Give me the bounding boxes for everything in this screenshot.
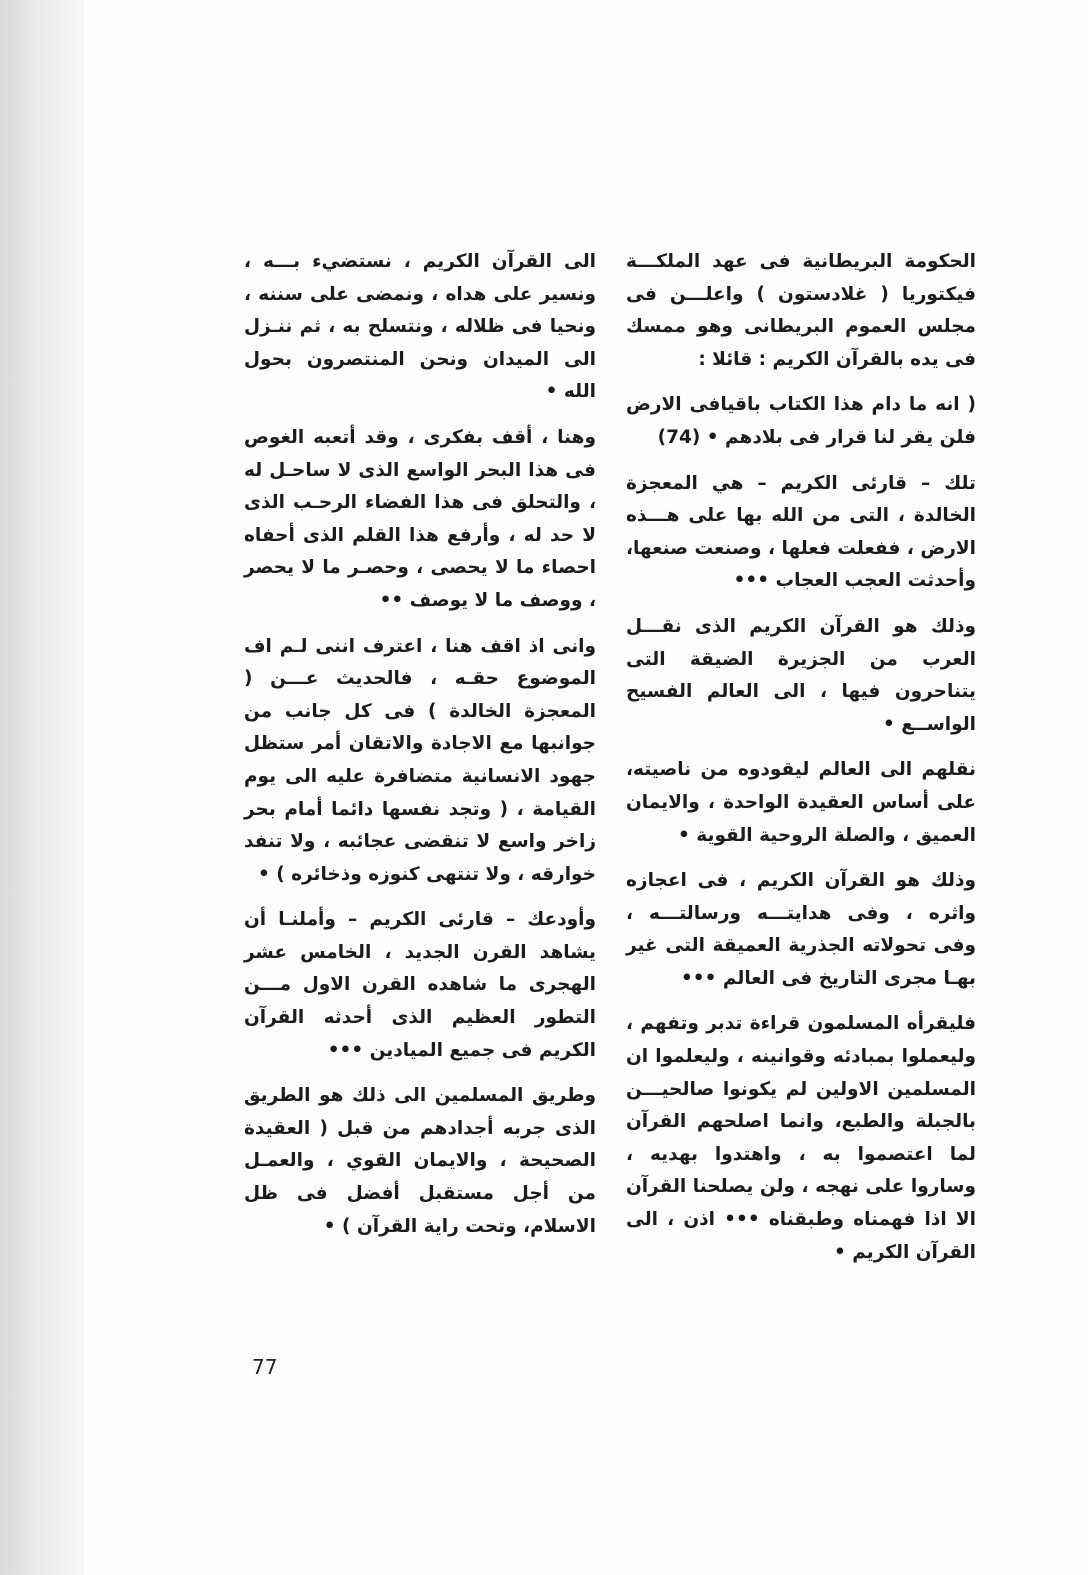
book-page <box>84 0 1088 1575</box>
paragraph: وانى اذ اقف هنا ، اعترف اننى لـم اف الموضوع حقـه ، فالحديث عـــن ( المعجزة الخالدة ) فى كل جانب من جوانبها مع الاجادة والاتقان أمر ستظل جهود الانسانية متضافرة عليه الى يوم القيامة ، ( وتجد نفسها دائما أمام بحر زاخر واسع لا تنقضى عجائبه ، ولا تنفد خوارقه ، ولا تنتهى كنوزه وذخائره ) • <box>244 635 596 885</box>
paragraph: وذلك هو القرآن الكريم ، فى اعجازه واثره ، وفى هدايتـــه ورسالتـــه ، وفى تحولاته الجذرية العميقة التى غير بهـا مجرى التاريخ فى العالم ••• <box>626 870 976 989</box>
paragraph: وذلك هو القرآن الكريم الذى نقـــل العرب من الجزيرة الضيقة التى يتناحرون فيها ، الى العالم الفسيح الواســع • <box>626 615 976 735</box>
paragraph: فليقرأه المسلمون قراءة تدبر وتفهم ، وليعملوا بمبادئه وقوانينه ، وليعلموا ان المسلمين الاولين لم يكونوا صالحيـــن بالجبلة والطبع، وانما اصلحهم القرآن لما اعتصموا به ، واهتدوا بهديه ، وساروا على نهجه ، ولن يصلحنا القرآن الا اذا فهمناه وطبقناه ••• اذن ، الى القرآن الكريم • <box>626 1013 976 1263</box>
page-number: 77 <box>252 1355 278 1379</box>
paragraph: تلك – قارئى الكريم – هي المعجزة الخالدة ، التى من الله بها على هـــذه الارض ، ففعلت فعلها ، وصنعت صنعها، وأحدثت العجب العجاب ••• <box>626 472 976 592</box>
right-text-column <box>626 246 976 1282</box>
left-text-column <box>244 246 596 1256</box>
paragraph: وطريق المسلمين الى ذلك هو الطريق الذى جربه أجدادهم من قبل ( العقيدة الصحيحة ، والايمان القوي ، والعمـل من أجل مستقبل أفضل فى ظل الاسلام، وتحت راية القرآن ) • <box>244 1085 596 1237</box>
paragraph-quote: ( انه ما دام هذا الكتاب باقيافى الارض فلن يقر لنا قرار فى بلادهم • (74) <box>626 394 976 448</box>
paragraph: وأودعك – قارئى الكريم – وأملنـا أن يشاهد القرن الجديد ، الخامس عشر الهجرى ما شاهده القرن الاول مـــن التطور العظيم الذى أحدثه القرآن الكريم فى جميع الميادين ••• <box>244 909 596 1061</box>
paragraph: الحكومة البريطانية فى عهد الملكـــة فيكتوريا ( غلادستون ) واعلـــن فى مجلس العموم البريطانى وهو ممسك فى يده بالقرآن الكريم : قائلا : <box>626 251 976 370</box>
paragraph: نقلهم الى العالم ليقودوه من ناصيته، على أساس العقيدة الواحدة ، والايمان العميق ، والصلة الروحية القوية • <box>626 759 976 846</box>
paragraph: الى القرآن الكريم ، نستضيء بـــه ، ونسير على هداه ، ونمضى على سننه ، ونحيا فى ظلاله ، ونتسلح به ، ثم ننـزل الى الميدان ونحن المنتصرون بحول الله • <box>244 251 596 403</box>
paragraph: وهنا ، أقف بفكرى ، وقد أتعبه الغوص فى هذا البحر الواسع الذى لا ساحـل له ، والتحلق فى هذا الفضاء الرحـب الذى لا حد له ، وأرفع هذا القلم الذى أحفاه احصاء ما لا يحصى ، وحصـر ما لا يحصر ، ووصف ما لا يوصف •• <box>244 426 596 611</box>
